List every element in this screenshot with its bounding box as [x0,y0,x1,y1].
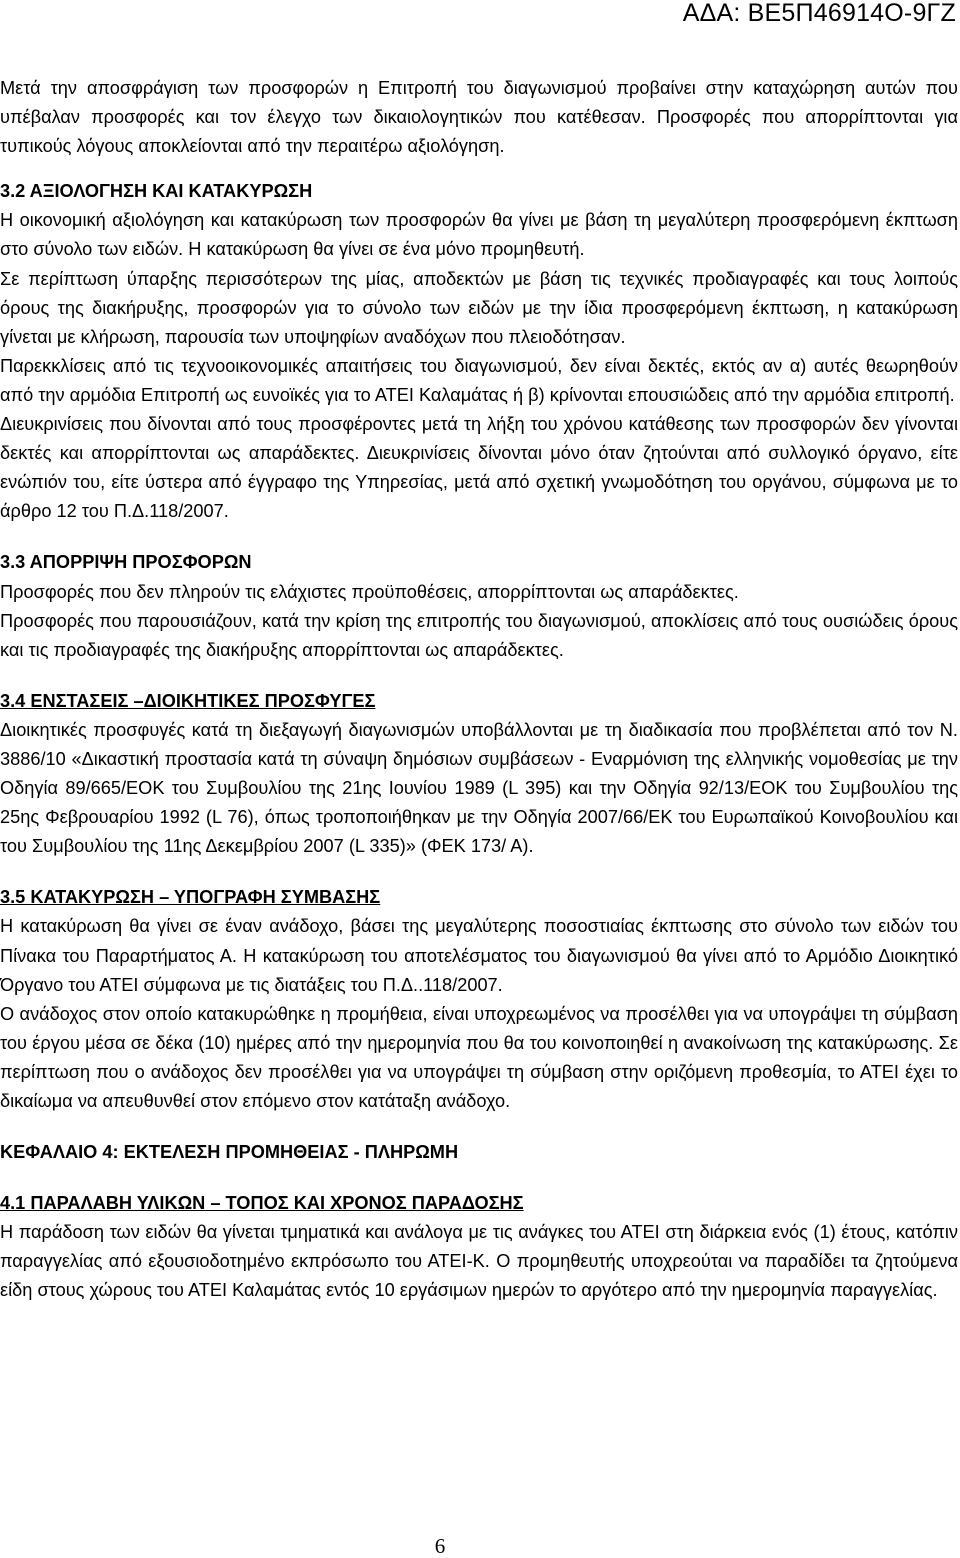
ada-code: ΑΔΑ: ΒΕ5Π46914Ο-9ΓΖ [682,0,956,27]
section-3-5-paragraph-2: Ο ανάδοχος στον οποίο κατακυρώθηκε η προμήθεια, είναι υποχρεωμένος να προσέλθει για να υπογράψει τη σύμβαση του έργου μέσα σε δέκα (10) ημέρες από την ημερομηνία που θα του κοινοποιηθεί η ανακοίνωση της κατακύρωσης. Σε περίπτωση που ο ανάδοχος δεν προσέλθει για να υπογράψει τη σύμβαση στην οριζόμενη προθεσμία, το ΑΤΕΙ έχει το δικαίωμα να απευθυνθεί στον επόμενο στον κατάταξη ανάδοχο. [0,1003,958,1111]
section-3-2-heading: 3.2 ΑΞΙΟΛΟΓΗΣΗ ΚΑΙ ΚΑΤΑΚΥΡΩΣΗ [0,181,313,202]
chapter-4-heading: ΚΕΦΑΛΑΙΟ 4: ΕΚΤΕΛΕΣΗ ΠΡΟΜΗΘΕΙΑΣ - ΠΛΗΡΩΜΗ [0,1142,459,1163]
page-number: 6 [434,1534,446,1558]
section-3-3-paragraph-1: Προσφορές που δεν πληρούν τις ελάχιστες προϋποθέσεις, απορρίπτονται ως απαράδεκτες. [0,581,739,602]
document-body [0,74,958,1306]
section-3-2-paragraph-3: Παρεκκλίσεις από τις τεχνοοικονομικές απαιτήσεις του διαγωνισμού, δεν είναι δεκτές, εκτός αν α) αυτές θεωρηθούν από την αρμόδια Επιτροπή ως ευνοϊκές για το ΑΤΕΙ Καλαμάτας ή β) κρίνονται επουσιώδεις από την αρμόδια επιτροπή. [0,355,958,405]
section-3-3-heading: 3.3 ΑΠΟΡΡΙΨΗ ΠΡΟΣΦΟΡΩΝ [0,552,252,573]
section-3-5-paragraph-1: Η κατακύρωση θα γίνει σε έναν ανάδοχο, βάσει της μεγαλύτερης ποσοστιαίας έκπτωσης στο σύνολο των ειδών του Πίνακα του Παραρτήματος Α. Η κατακύρωση του αποτελέσματος του διαγωνισμού θα γίνει από το Αρμόδιο Διοικητικό Όργανο του ΑΤΕΙ σύμφωνα με τις διατάξεις του Π.Δ..118/2007. [0,916,958,995]
intro-paragraph: Μετά την αποσφράγιση των προσφορών η Επιτροπή του διαγωνισμού προβαίνει στην καταχώρηση αυτών που υπέβαλαν προσφορές και τον έλεγχο των δικαιολογητικών που κατέθεσαν. Προσφορές που απορρίπτονται για τυπικούς λόγους αποκλείονται από την περαιτέρω αξιολόγηση. [0,78,958,157]
section-4-1-heading: 4.1 ΠΑΡΑΛΑΒΗ ΥΛΙΚΩΝ – ΤΟΠΟΣ ΚΑΙ ΧΡΟΝΟΣ ΠΑΡΑΔΟΣΗΣ [0,1193,524,1214]
section-3-3-paragraph-2: Προσφορές που παρουσιάζουν, κατά την κρίση της επιτροπής του διαγωνισμού, αποκλίσεις από τους ουσιώδεις όρους και τις προδιαγραφές της διακήρυξης απορρίπτονται ως απαράδεκτες. [0,610,958,660]
section-3-5-heading: 3.5 ΚΑΤΑΚΥΡΩΣΗ – ΥΠΟΓΡΑΦΗ ΣΥΜΒΑΣΗΣ [0,887,381,908]
section-3-2-paragraph-1: Η οικονομική αξιολόγηση και κατακύρωση των προσφορών θα γίνει με βάση τη μεγαλύτερη προσφερόμενη έκπτωση στο σύνολο των ειδών. Η κατακύρωση θα γίνει σε ένα μόνο προμηθευτή. [0,210,958,260]
section-3-4-heading: 3.4 ΕΝΣΤΑΣΕΙΣ –ΔΙΟΙΚΗΤΙΚΕΣ ΠΡΟΣΦΥΓΕΣ [0,690,376,711]
section-4-1-paragraph-1: Η παράδοση των ειδών θα γίνεται τμηματικά και ανάλογα με τις ανάγκες του ΑΤΕΙ στη διάρκεια ενός (1) έτους, κατόπιν παραγγελίας από εξουσιοδοτημένο εκπρόσωπο του ΑΤΕΙ-Κ. Ο προμηθευτής υποχρεούται να παραδίδει τα ζητούμενα είδη στους χώρους του ΑΤΕΙ Καλαμάτας εντός 10 εργάσιμων ημερών το αργότερο από την ημερομηνία παραγγελίας. [0,1222,958,1301]
section-3-2-paragraph-4: Διευκρινίσεις που δίνονται από τους προσφέροντες μετά τη λήξη του χρόνου κατάθεσης των προσφορών δεν γίνονται δεκτές και απορρίπτονται ως απαράδεκτες. Διευκρινίσεις δίνονται μόνο όταν ζητούνται από συλλογικό όργανο, είτε ενώπιόν του, είτε ύστερα από έγγραφο της Υπηρεσίας, μετά από σχετική γνωμοδότηση του οργάνου, σύμφωνα με το άρθρο 12 του Π.Δ.118/2007. [0,414,958,522]
section-3-4-paragraph-1: Διοικητικές προσφυγές κατά τη διεξαγωγή διαγωνισμών υποβάλλονται με τη διαδικασία που προβλέπεται από τον Ν. 3886/10 «Δικαστική προστασία κατά τη σύναψη δημόσιων συμβάσεων - Εναρμόνιση της ελληνικής νομοθεσίας με την Οδηγία 89/665/ΕΟΚ του Συμβουλίου της 21ης Ιουνίου 1989 (L 395) και την Οδηγία 92/13/ΕΟΚ του Συμβουλίου της 25ης Φεβρουαρίου 1992 (L 76), όπως τροποποιήθηκαν με την Οδηγία 2007/66/ΕΚ του Ευρωπαϊκού Κοινοβουλίου και του Συμβουλίου της 11ης Δεκεμβρίου 2007 (L 335)» (ΦΕΚ 173/ Α). [0,719,958,857]
section-3-2-paragraph-2: Σε περίπτωση ύπαρξης περισσότερων της μίας, αποδεκτών με βάση τις τεχνικές προδιαγραφές και τους λοιπούς όρους της διακήρυξης, προσφορών για το σύνολο των ειδών με την ίδια προσφερόμενη έκπτωση, η κατακύρωση γίνεται με κλήρωση, παρουσία των υποψηφίων αναδόχων που πλειοδότησαν. [0,268,958,347]
